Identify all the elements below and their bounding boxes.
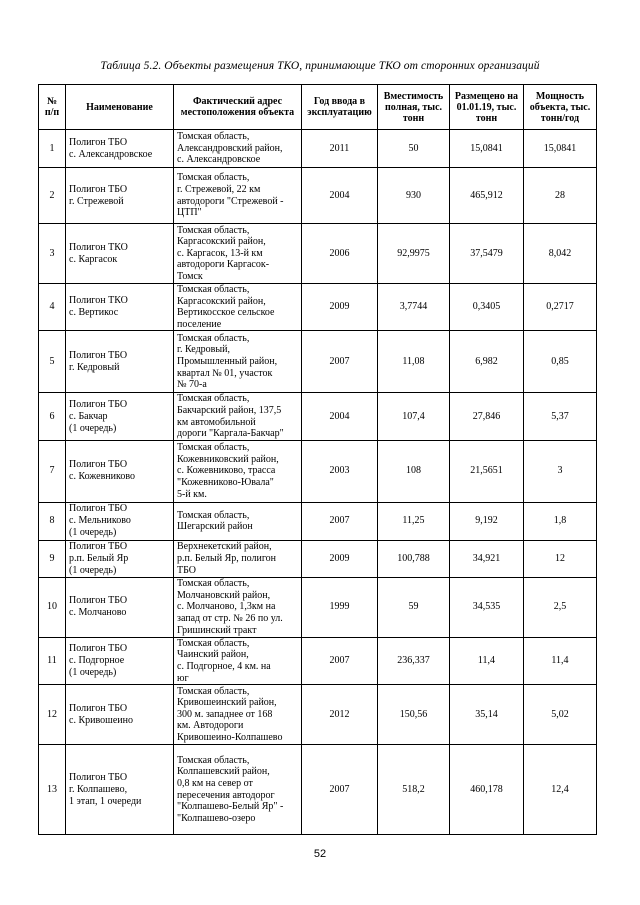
cell-year: 2004 bbox=[302, 168, 378, 224]
cell-placed: 34,535 bbox=[450, 577, 524, 637]
name-line: Полигон ТБО bbox=[69, 349, 128, 361]
cell-num: 5 bbox=[39, 331, 66, 393]
cell-capacity: 150,56 bbox=[378, 685, 450, 745]
name-line: г. Стрежевой bbox=[69, 195, 124, 207]
cell-name bbox=[66, 130, 174, 168]
cell-name bbox=[66, 685, 174, 745]
cell-capacity: 930 bbox=[378, 168, 450, 224]
cell-placed: 11,4 bbox=[450, 637, 524, 684]
cell-num: 12 bbox=[39, 685, 66, 745]
cell-capacity: 92,9975 bbox=[378, 224, 450, 284]
name-line: Полигон ТБО bbox=[69, 642, 128, 654]
address-line: 5-й км. bbox=[177, 488, 207, 500]
address-line: поселение bbox=[177, 318, 222, 330]
name-line: Полигон ТКО bbox=[69, 241, 128, 253]
address-line: Гришинский тракт bbox=[177, 624, 257, 636]
cell-name bbox=[66, 502, 174, 540]
cell-num: 2 bbox=[39, 168, 66, 224]
cell-num: 3 bbox=[39, 224, 66, 284]
header-capacity: Вместимость полная, тыс. тонн bbox=[378, 85, 450, 130]
cell-placed: 9,192 bbox=[450, 502, 524, 540]
header-name: Наименование bbox=[66, 85, 174, 130]
cell-year: 2007 bbox=[302, 502, 378, 540]
name-line: (1 очередь) bbox=[69, 422, 117, 434]
cell-power: 12,4 bbox=[524, 745, 597, 835]
address-line: Томская область, bbox=[177, 578, 250, 590]
name-line: Полигон ТБО bbox=[69, 398, 128, 410]
address-line: квартал № 01, участок bbox=[177, 367, 273, 379]
page-number: 52 bbox=[313, 848, 327, 860]
cell-address bbox=[174, 502, 302, 540]
address-line: автодороги "Стрежевой - bbox=[177, 195, 284, 207]
address-line: Промышленный район, bbox=[177, 356, 278, 368]
address-line: с. Молчаново, 1,3км на bbox=[177, 601, 276, 613]
address-line: Каргасокский район, bbox=[177, 295, 266, 307]
cell-capacity: 107,4 bbox=[378, 393, 450, 440]
header-address: Фактический адрес местоположения объекта bbox=[174, 85, 302, 130]
cell-power: 5,02 bbox=[524, 685, 597, 745]
name-line: с. Бакчар bbox=[69, 410, 108, 422]
cell-year: 2011 bbox=[302, 130, 378, 168]
cell-num: 13 bbox=[39, 745, 66, 835]
name-line: Полигон ТБО bbox=[69, 595, 128, 607]
address-line: Верхнекетский район, bbox=[177, 541, 272, 553]
address-line: Томская область, bbox=[177, 172, 250, 184]
cell-placed: 0,3405 bbox=[450, 284, 524, 331]
cell-num: 11 bbox=[39, 637, 66, 684]
table-body bbox=[39, 130, 597, 835]
name-line: Полигон ТБО bbox=[69, 540, 128, 552]
header-num: № п/п bbox=[39, 85, 66, 130]
name-line: с. Вертикос bbox=[69, 307, 119, 319]
cell-placed: 460,178 bbox=[450, 745, 524, 835]
table-row bbox=[39, 745, 597, 835]
name-line: (1 очередь) bbox=[69, 527, 117, 539]
address-line: автодороги Каргасок- bbox=[177, 259, 270, 271]
cell-year: 2004 bbox=[302, 393, 378, 440]
table-row bbox=[39, 393, 597, 440]
address-line: г. Стрежевой, 22 км bbox=[177, 183, 261, 195]
cell-year: 2007 bbox=[302, 745, 378, 835]
table-row bbox=[39, 502, 597, 540]
cell-power: 28 bbox=[524, 168, 597, 224]
table-row bbox=[39, 637, 597, 684]
cell-address bbox=[174, 393, 302, 440]
cell-address bbox=[174, 540, 302, 577]
name-line: Полигон ТБО bbox=[69, 459, 128, 471]
name-line: (1 очередь) bbox=[69, 564, 117, 576]
cell-num: 10 bbox=[39, 577, 66, 637]
address-line: "Колпашево-озеро bbox=[177, 812, 256, 824]
name-line: (1 очередь) bbox=[69, 666, 117, 678]
address-line: с. Каргасок, 13-й км bbox=[177, 247, 263, 259]
address-line: "Колпашево-Белый Яр" - bbox=[177, 801, 284, 813]
cell-address bbox=[174, 284, 302, 331]
name-line: с. Мельниково bbox=[69, 515, 131, 527]
cell-capacity: 11,25 bbox=[378, 502, 450, 540]
cell-placed: 35,14 bbox=[450, 685, 524, 745]
header-placed: Размещено на 01.01.19, тыс. тонн bbox=[450, 85, 524, 130]
cell-address bbox=[174, 577, 302, 637]
cell-power: 15,0841 bbox=[524, 130, 597, 168]
table-row bbox=[39, 224, 597, 284]
cell-power: 0,2717 bbox=[524, 284, 597, 331]
name-line: с. Кожевниково bbox=[69, 471, 136, 483]
address-line: пересечения автодорог bbox=[177, 789, 275, 801]
cell-placed: 15,0841 bbox=[450, 130, 524, 168]
address-line: Томская область, bbox=[177, 754, 250, 766]
table-row bbox=[39, 440, 597, 502]
cell-name bbox=[66, 745, 174, 835]
address-line: Кожевниковский район, bbox=[177, 453, 279, 465]
address-line: запад от стр. № 26 по ул. bbox=[177, 613, 283, 625]
table-row bbox=[39, 284, 597, 331]
name-line: Полигон ТБО bbox=[69, 183, 128, 195]
cell-capacity: 50 bbox=[378, 130, 450, 168]
address-line: Бакчарский район, 137,5 bbox=[177, 404, 282, 416]
name-line: Полигон ТБО bbox=[69, 136, 128, 148]
address-line: "Кожевниково-Ювала" bbox=[177, 477, 274, 489]
address-line: Томская область, bbox=[177, 685, 250, 697]
cell-year: 1999 bbox=[302, 577, 378, 637]
cell-capacity: 518,2 bbox=[378, 745, 450, 835]
cell-name bbox=[66, 331, 174, 393]
address-line: Томская область, bbox=[177, 224, 250, 236]
name-line: с. Молчаново bbox=[69, 607, 127, 619]
address-line: Кривошеинский район, bbox=[177, 697, 277, 709]
cell-power: 5,37 bbox=[524, 393, 597, 440]
cell-power: 12 bbox=[524, 540, 597, 577]
address-line: ТБО bbox=[177, 564, 197, 576]
table-caption: Таблица 5.2. Объекты размещения ТКО, принимающие ТКО от сторонних организаций bbox=[100, 60, 540, 72]
cell-capacity: 100,788 bbox=[378, 540, 450, 577]
cell-power: 11,4 bbox=[524, 637, 597, 684]
address-line: 0,8 км на север от bbox=[177, 778, 253, 790]
cell-year: 2003 bbox=[302, 440, 378, 502]
table-header-row bbox=[39, 85, 597, 130]
cell-year: 2006 bbox=[302, 224, 378, 284]
address-line: с. Кожевниково, трасса bbox=[177, 465, 276, 477]
address-line: км. Автодороги bbox=[177, 720, 244, 732]
name-line: Полигон ТБО bbox=[69, 771, 128, 783]
cell-address bbox=[174, 637, 302, 684]
table-row bbox=[39, 540, 597, 577]
cell-name bbox=[66, 284, 174, 331]
address-line: дороги "Каргала-Бакчар" bbox=[177, 428, 284, 440]
cell-capacity: 108 bbox=[378, 440, 450, 502]
address-line: км автомобильной bbox=[177, 416, 256, 428]
cell-num: 9 bbox=[39, 540, 66, 577]
address-line: г. Кедровый, bbox=[177, 344, 230, 356]
address-line: Томск bbox=[177, 270, 203, 282]
cell-placed: 6,982 bbox=[450, 331, 524, 393]
cell-power: 1,8 bbox=[524, 502, 597, 540]
cell-address bbox=[174, 168, 302, 224]
cell-address bbox=[174, 685, 302, 745]
cell-address bbox=[174, 440, 302, 502]
cell-placed: 27,846 bbox=[450, 393, 524, 440]
name-line: г. Колпашево, bbox=[69, 783, 128, 795]
name-line: г. Кедровый bbox=[69, 361, 120, 373]
address-line: Томская область, bbox=[177, 131, 250, 143]
address-line: Шегарский район bbox=[177, 521, 253, 533]
cell-year: 2009 bbox=[302, 540, 378, 577]
address-line: с. Подгорное, 4 км. на bbox=[177, 660, 271, 672]
table-row bbox=[39, 331, 597, 393]
name-line: с. Александровское bbox=[69, 148, 153, 160]
cell-name bbox=[66, 393, 174, 440]
address-line: Кривошеино-Колпашево bbox=[177, 732, 283, 744]
cell-year: 2007 bbox=[302, 637, 378, 684]
cell-num: 7 bbox=[39, 440, 66, 502]
name-line: с. Подгорное bbox=[69, 654, 125, 666]
cell-name bbox=[66, 577, 174, 637]
address-line: Томская область, bbox=[177, 393, 250, 405]
address-line: Томская область, bbox=[177, 332, 250, 344]
cell-capacity: 59 bbox=[378, 577, 450, 637]
name-line: с. Каргасок bbox=[69, 253, 118, 265]
cell-year: 2012 bbox=[302, 685, 378, 745]
address-line: Томская область, bbox=[177, 284, 250, 295]
cell-name bbox=[66, 224, 174, 284]
cell-address bbox=[174, 331, 302, 393]
address-line: Молчановский район, bbox=[177, 589, 271, 601]
name-line: Полигон ТБО bbox=[69, 503, 128, 515]
cell-address bbox=[174, 224, 302, 284]
address-line: Томская область, bbox=[177, 637, 250, 649]
name-line: 1 этап, 1 очереди bbox=[69, 795, 142, 807]
address-line: с. Александровское bbox=[177, 154, 261, 166]
cell-year: 2007 bbox=[302, 331, 378, 393]
address-line: Александровский район, bbox=[177, 142, 283, 154]
header-power: Мощность объекта, тыс. тонн/год bbox=[524, 85, 597, 130]
cell-power: 0,85 bbox=[524, 331, 597, 393]
address-line: р.п. Белый Яр, полигон bbox=[177, 552, 277, 564]
table-row bbox=[39, 168, 597, 224]
cell-num: 6 bbox=[39, 393, 66, 440]
address-line: 300 м. западнее от 168 bbox=[177, 708, 273, 720]
cell-power: 2,5 bbox=[524, 577, 597, 637]
cell-name bbox=[66, 637, 174, 684]
table-row bbox=[39, 130, 597, 168]
cell-capacity: 236,337 bbox=[378, 637, 450, 684]
cell-num: 4 bbox=[39, 284, 66, 331]
cell-num: 8 bbox=[39, 502, 66, 540]
address-line: Чаинский район, bbox=[177, 649, 249, 661]
address-line: Каргасокский район, bbox=[177, 236, 266, 248]
address-line: Томская область, bbox=[177, 442, 250, 454]
address-line: Вертикосское сельское bbox=[177, 307, 275, 319]
address-line: ЦТП" bbox=[177, 207, 202, 219]
cell-address bbox=[174, 745, 302, 835]
cell-num: 1 bbox=[39, 130, 66, 168]
table-row bbox=[39, 577, 597, 637]
cell-power: 8,042 bbox=[524, 224, 597, 284]
address-line: № 70-а bbox=[177, 379, 207, 391]
address-line: Колпашевский район, bbox=[177, 766, 270, 778]
name-line: Полигон ТБО bbox=[69, 702, 128, 714]
cell-name bbox=[66, 540, 174, 577]
name-line: с. Кривошеино bbox=[69, 714, 133, 726]
table-row bbox=[39, 685, 597, 745]
cell-name bbox=[66, 440, 174, 502]
cell-address bbox=[174, 130, 302, 168]
cell-capacity: 11,08 bbox=[378, 331, 450, 393]
cell-year: 2009 bbox=[302, 284, 378, 331]
cell-name bbox=[66, 168, 174, 224]
address-line: Томская область, bbox=[177, 509, 250, 521]
cell-placed: 465,912 bbox=[450, 168, 524, 224]
cell-capacity: 3,7744 bbox=[378, 284, 450, 331]
cell-placed: 34,921 bbox=[450, 540, 524, 577]
name-line: р.п. Белый Яр bbox=[69, 552, 129, 564]
header-year: Год ввода в эксплуатацию bbox=[302, 85, 378, 130]
address-line: юг bbox=[177, 672, 189, 684]
cell-placed: 37,5479 bbox=[450, 224, 524, 284]
name-line: Полигон ТКО bbox=[69, 295, 128, 307]
tko-objects-table bbox=[38, 84, 597, 835]
cell-power: 3 bbox=[524, 440, 597, 502]
cell-placed: 21,5651 bbox=[450, 440, 524, 502]
